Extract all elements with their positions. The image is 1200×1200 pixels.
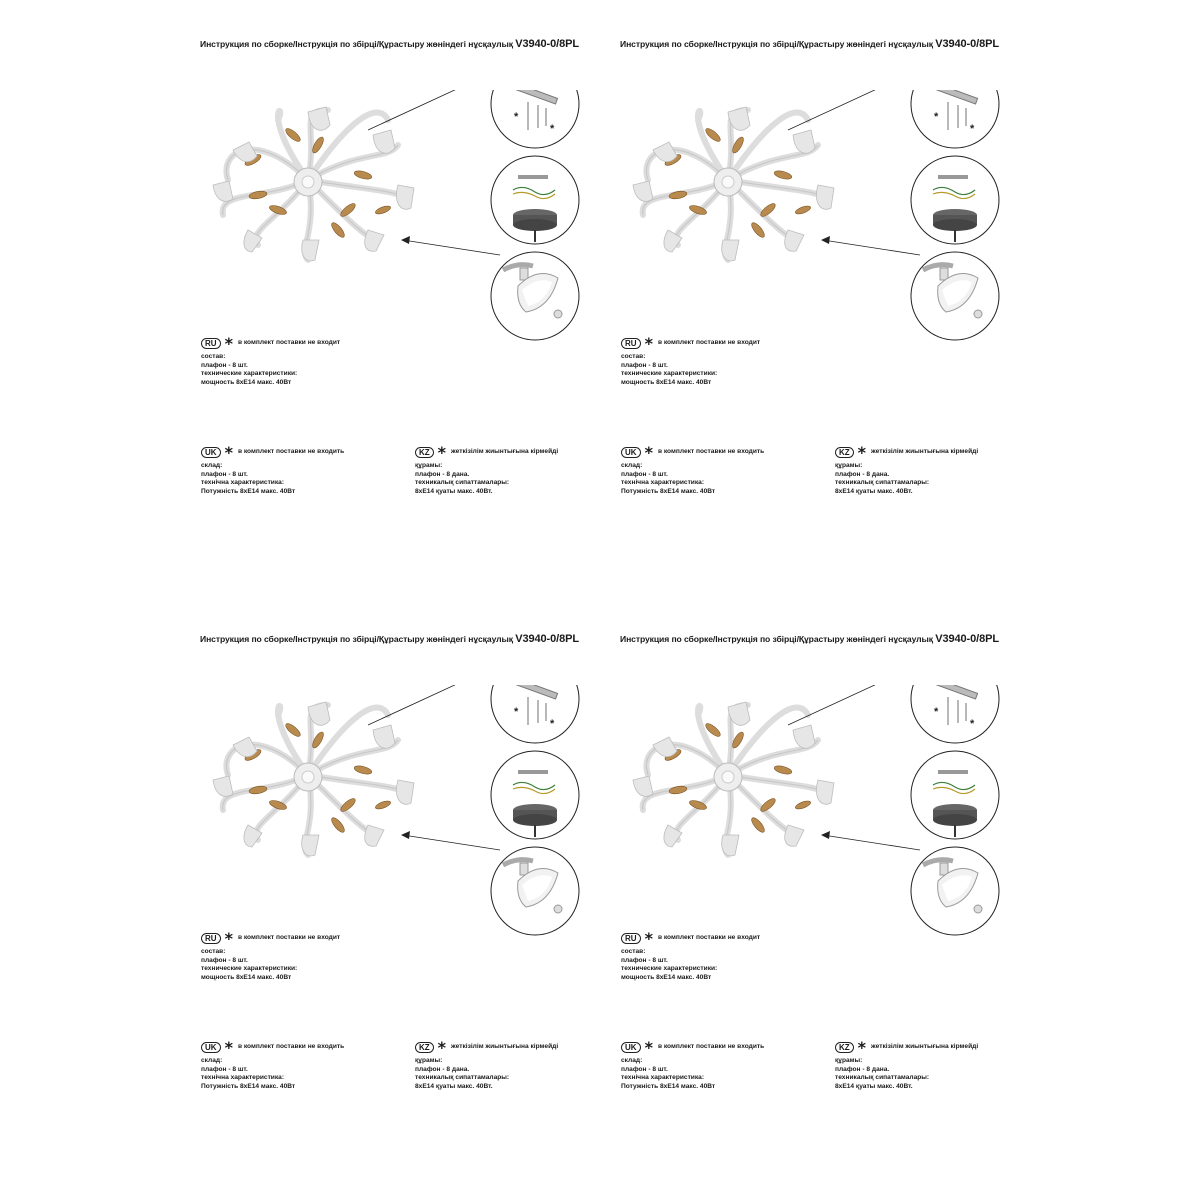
badge-kz: KZ bbox=[835, 1042, 854, 1053]
badge-uk: UK bbox=[201, 1042, 221, 1053]
section-uk bbox=[621, 442, 765, 496]
section-uk bbox=[621, 1037, 765, 1091]
kz-line: құрамы: bbox=[415, 462, 443, 469]
badge-ru: RU bbox=[201, 933, 221, 944]
uk-line: склад: bbox=[621, 1057, 643, 1064]
chandelier-illustration bbox=[633, 702, 834, 856]
svg-text:*: * bbox=[550, 718, 555, 730]
svg-text:*: * bbox=[934, 111, 939, 123]
badge-uk: UK bbox=[621, 1042, 641, 1053]
ru-line: технические характеристики: bbox=[201, 370, 298, 378]
pointer-line bbox=[823, 240, 920, 255]
uk-line: технічна характеристика: bbox=[621, 1074, 705, 1082]
kz-note: жеткізілім жиынтығына кірмейді bbox=[871, 1043, 979, 1051]
mounting-bracket-icon bbox=[491, 90, 579, 148]
ru-line: плафон - 8 шт. bbox=[621, 361, 668, 369]
uk-line: технічна характеристика: bbox=[621, 479, 705, 487]
ru-line: мощность 8хЕ14 макс. 40Вт bbox=[201, 378, 292, 386]
pointer-line bbox=[403, 835, 500, 850]
uk-line: склад: bbox=[201, 1057, 223, 1064]
wiring-canopy-icon bbox=[911, 751, 999, 839]
instruction-panel-bottom-left bbox=[180, 595, 600, 1185]
badge-ru: RU bbox=[621, 933, 641, 944]
uk-line: плафон - 8 шт. bbox=[201, 1065, 248, 1073]
mounting-bracket-icon bbox=[491, 685, 579, 743]
kz-line: құрамы: bbox=[835, 1057, 863, 1064]
shade-install-icon bbox=[911, 252, 999, 340]
kz-line: плафон - 8 дана. bbox=[835, 470, 890, 478]
kz-note: жеткізілім жиынтығына кірмейді bbox=[451, 1043, 559, 1051]
svg-text:*: * bbox=[970, 718, 975, 730]
instruction-title: Инструкция по сборке/Інструкція по збірці/Құрастыру жөніндегі нұсқаулық V3940-0/8PL bbox=[620, 633, 999, 645]
section-ru bbox=[201, 928, 341, 982]
asterisk-icon: * bbox=[224, 928, 233, 948]
uk-note: в комплект поставки не входить bbox=[657, 1043, 765, 1051]
kz-line: 8хЕ14 қуаты макс. 40Вт. bbox=[835, 487, 913, 495]
badge-ru: RU bbox=[201, 338, 221, 349]
badge-ru: RU bbox=[621, 338, 641, 349]
kz-line: 8хЕ14 қуаты макс. 40Вт. bbox=[415, 487, 493, 495]
asterisk-icon: * bbox=[857, 1037, 867, 1057]
shade-install-icon bbox=[491, 847, 579, 935]
ru-line: мощность 8хЕ14 макс. 40Вт bbox=[621, 973, 712, 981]
pointer-line bbox=[788, 685, 918, 725]
model-code: V3940-0/8PL bbox=[515, 633, 579, 645]
ru-line: состав: bbox=[621, 353, 646, 360]
badge-kz: KZ bbox=[415, 447, 434, 458]
ru-line: плафон - 8 шт. bbox=[621, 956, 668, 964]
pointer-line bbox=[368, 90, 498, 130]
kz-line: плафон - 8 дана. bbox=[415, 470, 470, 478]
section-ru bbox=[201, 333, 341, 387]
uk-note: в комплект поставки не входить bbox=[237, 448, 345, 456]
pointer-line bbox=[403, 240, 500, 255]
kz-note: жеткізілім жиынтығына кірмейді bbox=[871, 448, 979, 456]
section-kz bbox=[415, 1037, 559, 1091]
asterisk-icon: * bbox=[644, 928, 653, 948]
asterisk-icon: * bbox=[224, 333, 233, 353]
badge-kz: KZ bbox=[835, 447, 854, 458]
shade-install-icon bbox=[911, 847, 999, 935]
wiring-canopy-icon bbox=[491, 751, 579, 839]
chandelier-illustration bbox=[213, 702, 414, 856]
kz-line: техникалық сипаттамалары: bbox=[835, 1074, 930, 1082]
model-code: V3940-0/8PL bbox=[935, 38, 999, 50]
section-ru bbox=[621, 928, 761, 982]
section-kz bbox=[835, 442, 979, 496]
asterisk-icon: * bbox=[857, 442, 867, 462]
ru-line: технические характеристики: bbox=[621, 965, 718, 973]
uk-line: плафон - 8 шт. bbox=[621, 1065, 668, 1073]
mounting-bracket-icon bbox=[911, 90, 999, 148]
asterisk-icon: * bbox=[437, 1037, 447, 1057]
uk-line: склад: bbox=[201, 462, 223, 469]
svg-text:*: * bbox=[970, 123, 975, 135]
ru-line: плафон - 8 шт. bbox=[201, 956, 248, 964]
ru-line: мощность 8хЕ14 макс. 40Вт bbox=[621, 378, 712, 386]
section-uk bbox=[201, 442, 345, 496]
asterisk-icon: * bbox=[437, 442, 447, 462]
kz-note: жеткізілім жиынтығына кірмейді bbox=[451, 448, 559, 456]
kz-line: плафон - 8 дана. bbox=[835, 1065, 890, 1073]
asterisk-icon: * bbox=[224, 1037, 233, 1057]
instruction-title: Инструкция по сборке/Інструкція по збірці/Құрастыру жөніндегі нұсқаулық V3940-0/8PL bbox=[200, 38, 579, 50]
svg-text:*: * bbox=[934, 706, 939, 718]
ru-line: состав: bbox=[201, 948, 226, 955]
uk-line: плафон - 8 шт. bbox=[621, 470, 668, 478]
uk-note: в комплект поставки не входить bbox=[657, 448, 765, 456]
model-code: V3940-0/8PL bbox=[935, 633, 999, 645]
assembly-figure bbox=[198, 685, 598, 948]
ru-line: технические характеристики: bbox=[621, 370, 718, 378]
ru-line: состав: bbox=[201, 353, 226, 360]
wiring-canopy-icon bbox=[911, 156, 999, 244]
chandelier-illustration bbox=[633, 107, 834, 261]
assembly-figure bbox=[198, 90, 598, 353]
pointer-line bbox=[788, 90, 918, 130]
section-kz bbox=[835, 1037, 979, 1091]
pointer-line bbox=[368, 685, 498, 725]
assembly-figure bbox=[618, 90, 1018, 353]
section-ru bbox=[621, 333, 761, 387]
instruction-title: Инструкция по сборке/Інструкція по збірці/Құрастыру жөніндегі нұсқаулық V3940-0/8PL bbox=[200, 633, 579, 645]
uk-line: технічна характеристика: bbox=[201, 1074, 285, 1082]
pointer-line bbox=[823, 835, 920, 850]
ru-note: в комплект поставки не входит bbox=[237, 339, 341, 347]
kz-line: техникалық сипаттамалары: bbox=[415, 479, 510, 487]
section-kz bbox=[415, 442, 559, 496]
uk-line: склад: bbox=[621, 462, 643, 469]
uk-note: в комплект поставки не входить bbox=[237, 1043, 345, 1051]
uk-line: технічна характеристика: bbox=[201, 479, 285, 487]
kz-line: 8хЕ14 қуаты макс. 40Вт. bbox=[835, 1082, 913, 1090]
shade-install-icon bbox=[491, 252, 579, 340]
badge-uk: UK bbox=[201, 447, 221, 458]
badge-uk: UK bbox=[621, 447, 641, 458]
svg-text:*: * bbox=[514, 706, 519, 718]
ru-note: в комплект поставки не входит bbox=[657, 934, 761, 942]
svg-text:*: * bbox=[550, 123, 555, 135]
ru-note: в комплект поставки не входит bbox=[237, 934, 341, 942]
instruction-panel-top-left bbox=[180, 0, 600, 590]
ru-line: технические характеристики: bbox=[201, 965, 298, 973]
assembly-figure bbox=[618, 685, 1018, 948]
instruction-panel-bottom-right bbox=[600, 595, 1020, 1185]
section-uk bbox=[201, 1037, 345, 1091]
kz-line: техникалық сипаттамалары: bbox=[835, 479, 930, 487]
uk-line: Потужність 8хЕ14 макс. 40Вт bbox=[621, 487, 716, 495]
ru-line: плафон - 8 шт. bbox=[201, 361, 248, 369]
kz-line: техникалық сипаттамалары: bbox=[415, 1074, 510, 1082]
instruction-title: Инструкция по сборке/Інструкція по збірці/Құрастыру жөніндегі нұсқаулық V3940-0/8PL bbox=[620, 38, 999, 50]
mounting-bracket-icon bbox=[911, 685, 999, 743]
ru-line: состав: bbox=[621, 948, 646, 955]
model-code: V3940-0/8PL bbox=[515, 38, 579, 50]
svg-text:*: * bbox=[514, 111, 519, 123]
chandelier-illustration bbox=[213, 107, 414, 261]
ru-note: в комплект поставки не входит bbox=[657, 339, 761, 347]
instruction-panel-top-right bbox=[600, 0, 1020, 590]
uk-line: Потужність 8хЕ14 макс. 40Вт bbox=[621, 1082, 716, 1090]
uk-line: плафон - 8 шт. bbox=[201, 470, 248, 478]
asterisk-icon: * bbox=[644, 442, 653, 462]
uk-line: Потужність 8хЕ14 макс. 40Вт bbox=[201, 487, 296, 495]
kz-line: құрамы: bbox=[415, 1057, 443, 1064]
uk-line: Потужність 8хЕ14 макс. 40Вт bbox=[201, 1082, 296, 1090]
ru-line: мощность 8хЕ14 макс. 40Вт bbox=[201, 973, 292, 981]
kz-line: құрамы: bbox=[835, 462, 863, 469]
kz-line: 8хЕ14 қуаты макс. 40Вт. bbox=[415, 1082, 493, 1090]
asterisk-icon: * bbox=[644, 333, 653, 353]
kz-line: плафон - 8 дана. bbox=[415, 1065, 470, 1073]
badge-kz: KZ bbox=[415, 1042, 434, 1053]
wiring-canopy-icon bbox=[491, 156, 579, 244]
asterisk-icon: * bbox=[644, 1037, 653, 1057]
asterisk-icon: * bbox=[224, 442, 233, 462]
